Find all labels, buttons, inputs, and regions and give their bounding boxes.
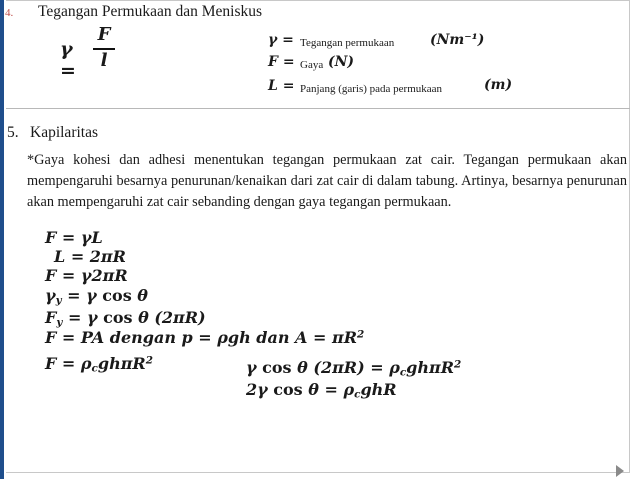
equation: $F_y = \gamma$ cos θ (2πR) xyxy=(45,308,206,329)
frame-border-right xyxy=(629,0,630,473)
bullet-number: 4. xyxy=(5,7,14,19)
legend-symbol: γ = xyxy=(268,32,294,48)
legend-unit: (m) xyxy=(484,77,513,93)
capillarity-paragraph: *Gaya kohesi dan adhesi menentukan tegangan permukaan zat cair. Tegangan permukaan akan mempengaruhi besarnya penurunan/kenaikan dari zat cair di dalam tabung. Artinya, besarnya penurunan akan mempengaruhi zat cair sebanding dengan gaya tegangan permukaan. xyxy=(27,152,627,210)
accent-bar xyxy=(0,0,4,479)
equation: $\gamma_y = \gamma$ cos θ xyxy=(45,286,148,307)
legend-unit: (Nm⁻¹) xyxy=(430,32,485,48)
frame-border-bottom xyxy=(6,472,630,473)
equation: F = γ2πR xyxy=(45,266,128,285)
heading-surface-tension: Tegangan Permukaan dan Meniskus xyxy=(38,3,263,20)
formula-denominator: l xyxy=(100,50,108,71)
formula-numerator: F xyxy=(97,24,111,45)
legend-symbol: L = xyxy=(268,78,295,94)
equation: 2γ $\cos \theta = \rho_cghR$ xyxy=(246,380,397,401)
legend-description: Gaya xyxy=(300,59,324,71)
section-title: Kapilaritas xyxy=(30,124,99,141)
section-divider xyxy=(6,108,630,109)
section-number: 5. xyxy=(7,124,19,141)
legend-symbol: F = xyxy=(268,54,295,70)
equation: γ cos θ $(2\pi R) = \rho_cgh\pi R^2$ xyxy=(246,358,462,379)
equation: $F = \rho_cgh\pi R^2$ xyxy=(45,354,153,375)
frame-border-top xyxy=(6,0,630,1)
eq-term: γL xyxy=(80,228,103,247)
legend-description: Tegangan permukaan xyxy=(300,37,395,49)
legend-description: Panjang (garis) pada permukaan xyxy=(300,83,443,95)
equation: L = 2πR xyxy=(54,247,126,266)
legend-unit: (N) xyxy=(328,54,355,70)
equation: F = PA dengan p = ρgh dan $A = \pi R^2$ xyxy=(45,328,365,347)
next-slide-arrow-icon[interactable] xyxy=(616,465,624,477)
formula-lhs: γ = xyxy=(60,38,76,82)
equation: F = γL xyxy=(45,228,103,247)
